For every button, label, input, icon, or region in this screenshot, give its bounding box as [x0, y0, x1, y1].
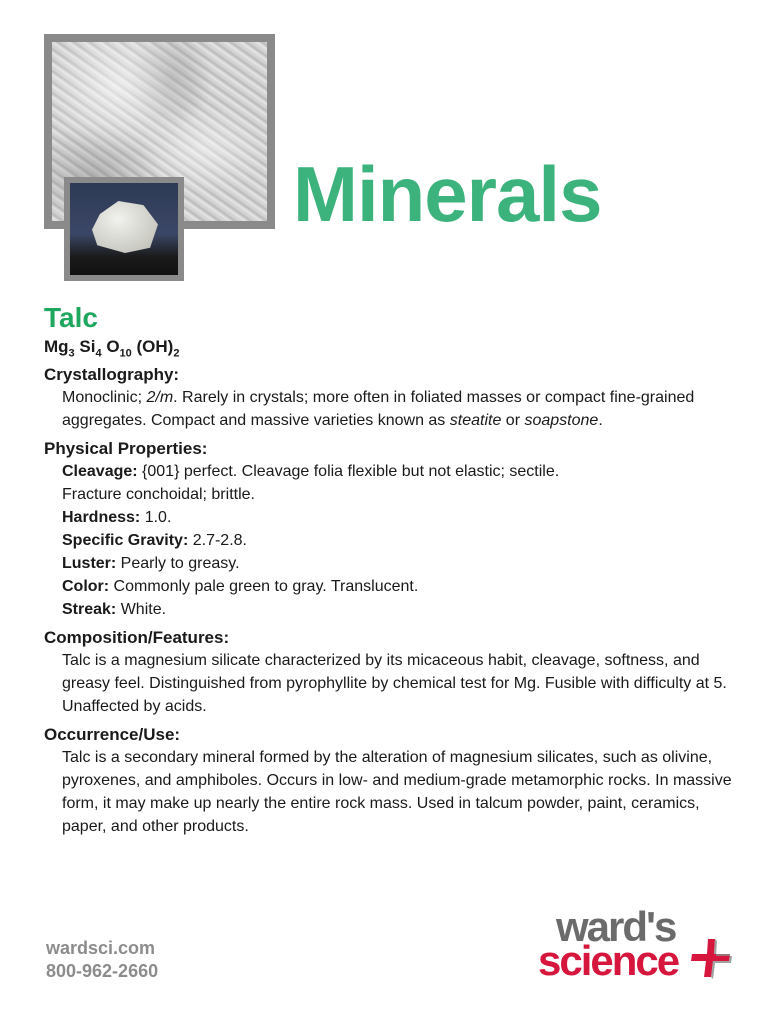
streak-value: White. [116, 601, 167, 619]
occurrence-heading: Occurrence/Use: [44, 725, 181, 745]
italic-term: 2/m [146, 389, 174, 407]
specific-gravity-value: 2.7-2.8. [188, 532, 247, 550]
mineral-specimen-photo [70, 183, 178, 275]
talc-specimen [92, 201, 158, 253]
cleavage-property [44, 460, 734, 483]
plus-icon [688, 935, 734, 981]
italic-term: steatite [449, 412, 502, 430]
page-title: Minerals [293, 150, 602, 238]
text-run: or [501, 412, 525, 430]
cleavage-value: {001} perfect. Cleavage folia flexible but not elastic; sectile. [137, 463, 560, 481]
specific-gravity-label: Specific Gravity: [62, 532, 189, 550]
formula-subscript: 10 [119, 347, 132, 360]
composition-heading: Composition/Features: [44, 628, 230, 648]
fracture-property: Fracture conchoidal; brittle. [62, 486, 255, 504]
formula-element: (OH) [131, 337, 174, 356]
formula-element: Mg [44, 337, 69, 356]
crystallography-text [44, 386, 734, 432]
crystallography-heading: Crystallography: [44, 365, 180, 385]
formula-subscript: 3 [68, 347, 75, 360]
luster-value: Pearly to greasy. [116, 555, 240, 573]
mineral-specimen-photo-frame [64, 177, 184, 281]
physical-properties-heading: Physical Properties: [44, 439, 208, 459]
contact-info [46, 937, 158, 983]
text-run: Monoclinic; [62, 389, 147, 407]
phone-number: 800-962-2660 [46, 961, 159, 981]
streak-property [44, 598, 734, 621]
formula-element: Si [74, 337, 96, 356]
streak-label: Streak: [62, 601, 117, 619]
hardness-property [44, 506, 734, 529]
text-run: . [598, 412, 603, 430]
specific-gravity-property [44, 529, 734, 552]
composition-text: Talc is a magnesium silicate characterized by its micaceous habit, cleavage, softness, and greasy feel. Distinguished from pyrophyllite by chemical test for Mg. Fusible with difficulty at 5. Unaffected by acids. [62, 652, 727, 716]
formula-element: O [101, 337, 120, 356]
text-run: . Rarely in crystals; more often in foliated masses or compact fine-grained aggregates. Compact and massive varieties known as [62, 389, 695, 430]
hardness-value: 1.0. [140, 509, 172, 527]
logo-text-science: science [538, 937, 679, 984]
formula-subscript: 4 [95, 347, 102, 360]
color-property [44, 575, 734, 598]
mineral-name: Talc [44, 302, 98, 333]
luster-label: Luster: [62, 555, 117, 573]
color-label: Color: [62, 578, 110, 596]
color-value: Commonly pale green to gray. Translucent. [109, 578, 419, 596]
formula-subscript: 2 [173, 347, 180, 360]
occurrence-text: Talc is a secondary mineral formed by the alteration of magnesium silicates, such as olivine, pyroxenes, and amphiboles. Occurs in low- and medium-grade metamorphic rocks. In massive form, it may make up nearly the entire rock mass. Used in talcum powder, paint, ceramics, paper, and other products. [62, 749, 732, 836]
logo-text-wards: ward's [556, 903, 676, 950]
wards-science-logo [538, 905, 738, 985]
cleavage-label: Cleavage: [62, 463, 138, 481]
italic-term: soapstone [524, 412, 599, 430]
website-link[interactable]: wardsci.com [46, 938, 156, 958]
mineral-description [44, 302, 734, 838]
luster-property [44, 552, 734, 575]
chemical-formula [44, 336, 734, 364]
hardness-label: Hardness: [62, 509, 141, 527]
